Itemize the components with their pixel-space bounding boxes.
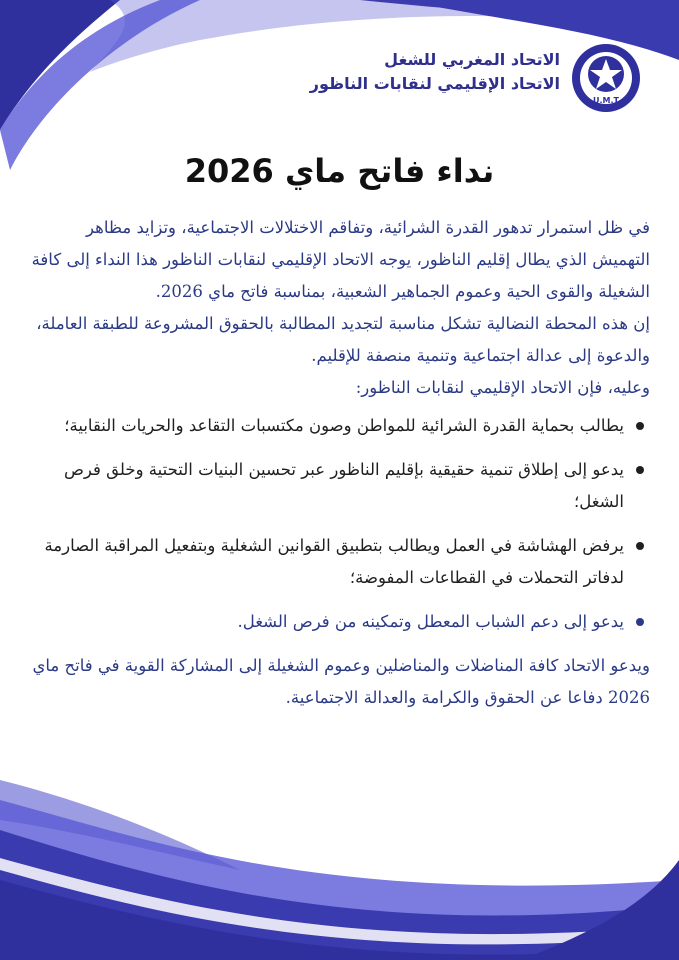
org-name-line-2: الاتحاد الإقليمي لنقابات الناظور <box>309 74 560 93</box>
organization-names <box>310 48 560 96</box>
paragraph-closing: ويدعو الاتحاد كافة المناضلات والمناضلين وعموم الشغيلة إلى المشاركة القوية في فاتح ماي 2026 دفاعا عن الحقوق والكرامة والعدالة الاجتماعية. <box>32 656 650 707</box>
list-item <box>28 606 650 638</box>
paragraph-lead-in: وعليه، فإن الاتحاد الإقليمي لنقابات الناظور: <box>355 378 650 397</box>
statement-body <box>28 212 650 714</box>
bullet-icon <box>636 618 644 626</box>
umt-logo <box>570 42 642 114</box>
header <box>180 42 650 112</box>
list-item-text: يرفض الهشاشة في العمل ويطالب بتطبيق القوانين الشغلية وبتفعيل المراقبة الصارمة لدفاتر التحملات في القطاعات المفوضة؛ <box>44 536 624 587</box>
bullet-icon <box>636 542 644 550</box>
org-name-line-1: الاتحاد المغربي للشغل <box>384 50 560 69</box>
page-title: نداء فاتح ماي 2026 <box>184 152 495 190</box>
list-item <box>28 454 650 518</box>
logo-text: U.M.T <box>593 96 619 105</box>
bullet-icon <box>636 422 644 430</box>
list-item-text: يدعو إلى إطلاق تنمية حقيقية بإقليم الناظور عبر تحسين البنيات التحتية وخلق فرص الشغل؛ <box>63 460 624 511</box>
paragraph-occasion: إن هذه المحطة النضالية تشكل مناسبة لتجديد المطالبة بالحقوق المشروعة للطبقة العاملة، والدعوة إلى عدالة اجتماعية وتنمية منصفة للإقليم. <box>36 314 650 365</box>
demands-list <box>28 410 650 638</box>
bullet-icon <box>636 466 644 474</box>
list-item <box>28 410 650 442</box>
list-item-text: يدعو إلى دعم الشباب المعطل وتمكينه من فرص الشغل. <box>237 612 624 631</box>
list-item-text: يطالب بحماية القدرة الشرائية للمواطن وصون مكتسبات التقاعد والحريات النقابية؛ <box>64 416 624 435</box>
list-item <box>28 530 650 594</box>
paragraph-intro: في ظل استمرار تدهور القدرة الشرائية، وتفاقم الاختلالات الاجتماعية، وتزايد مظاهر التهميش الذي يطال إقليم الناظور، يوجه الاتحاد الإقليمي لنقابات الناظور هذا النداء إلى كافة الشغيلة والقوى الحية وعموم الجماهير الشعبية، بمناسبة فاتح ماي 2026. <box>31 218 650 301</box>
